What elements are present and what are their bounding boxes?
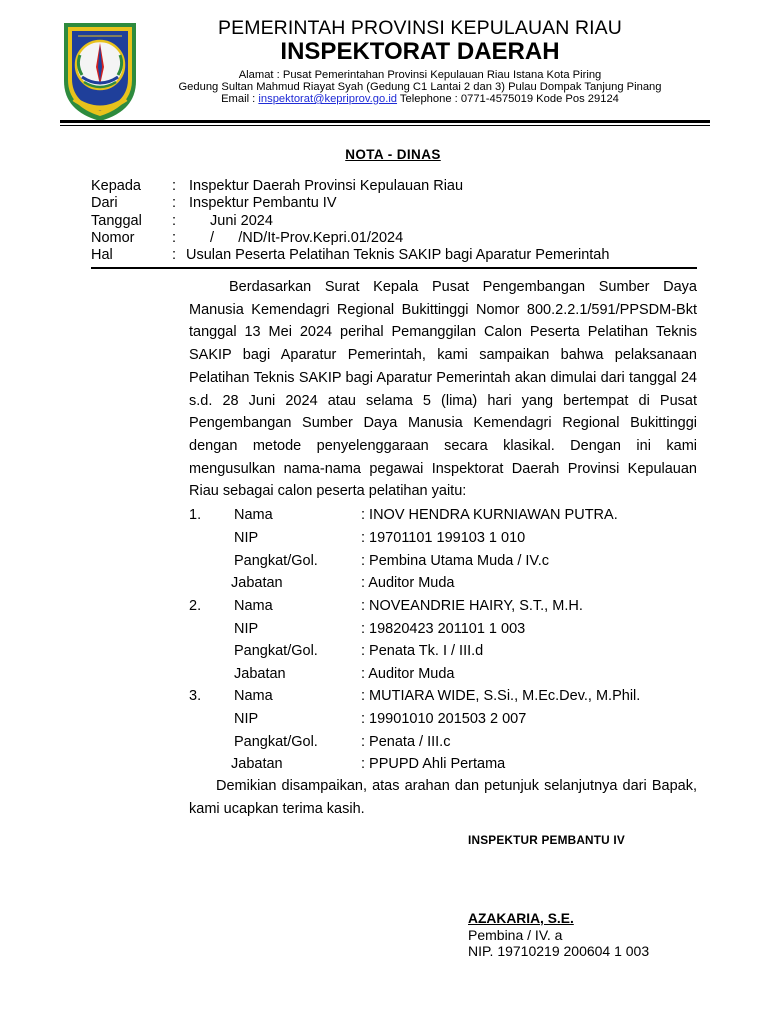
signatory-rank: Pembina / IV. a <box>468 927 563 943</box>
participant-field: Nama <box>234 507 273 523</box>
participant-field: NIP <box>234 711 259 727</box>
participant-value: : INOV HENDRA KURNIAWAN PUTRA. <box>361 507 618 523</box>
memo-title: NOTA - DINAS <box>345 147 441 162</box>
body-paragraph <box>189 276 697 503</box>
participant-field: NIP <box>234 530 259 546</box>
participant-value: : Auditor Muda <box>361 666 455 682</box>
participant-field: Pangkat/Gol. <box>234 734 318 750</box>
contact-rest: Telephone : 0771-4575019 Kode Pos 29124 <box>397 93 619 105</box>
signatory-nip: NIP. 19710219 200604 1 003 <box>468 943 650 959</box>
participant-field: Jabatan <box>231 756 283 772</box>
address-line-1: Alamat : Pusat Pemerintahan Provinsi Kepulauan Riau Istana Kota Piring <box>238 69 602 81</box>
contact-line <box>150 93 690 105</box>
memo-colon: : <box>172 230 177 246</box>
participant-value: : 19701101 199103 1 010 <box>361 530 526 546</box>
memo-value-hal: Usulan Peserta Pelatihan Teknis SAKIP bagi Aparatur Pemerintah <box>186 247 610 263</box>
memo-header-divider <box>91 267 697 269</box>
email-link[interactable]: inspektorat@kepriprov.go.id <box>258 93 398 105</box>
letterhead-divider-thick <box>60 120 710 123</box>
memo-colon: : <box>172 213 177 229</box>
participant-value: : PPUPD Ahli Pertama <box>361 756 506 772</box>
memo-value-nomor: / /ND/It-Prov.Kepri.01/2024 <box>210 230 404 246</box>
participant-value: : MUTIARA WIDE, S.Si., M.Ec.Dev., M.Phil. <box>361 688 641 704</box>
participant-field: Jabatan <box>231 575 283 591</box>
signatory-name: AZAKARIA, S.E. <box>468 911 574 926</box>
participant-number: 3. <box>189 688 202 704</box>
participant-field: Jabatan <box>234 666 286 682</box>
closing-paragraph <box>189 775 697 821</box>
email-label: Email : <box>221 93 259 105</box>
provincial-crest-icon <box>58 19 142 123</box>
participant-value: : Pembina Utama Muda / IV.c <box>361 553 550 569</box>
institution-name: INSPEKTORAT DAERAH <box>280 38 560 65</box>
memo-value-dari: Inspektur Pembantu IV <box>189 195 337 211</box>
participant-field: Pangkat/Gol. <box>234 553 318 569</box>
participant-value: : 19901010 201503 2 007 <box>361 711 527 727</box>
government-name: PEMERINTAH PROVINSI KEPULAUAN RIAU <box>218 17 622 39</box>
participant-field: Nama <box>234 688 273 704</box>
participant-value: : Penata / III.c <box>361 734 451 750</box>
participant-field: NIP <box>234 621 259 637</box>
memo-label-hal: Hal <box>91 247 113 263</box>
memo-label-kepada: Kepada <box>91 178 141 194</box>
letterhead-divider-thin <box>60 125 710 126</box>
signatory-title: INSPEKTUR PEMBANTU IV <box>468 833 625 847</box>
participant-value: : Auditor Muda <box>361 575 455 591</box>
closing-text: Demikian disampaikan, atas arahan dan petunjuk selanjutnya dari Bapak, kami ucapkan terima kasih. <box>189 778 697 817</box>
address-line-2: Gedung Sultan Mahmud Riayat Syah (Gedung C1 Lantai 2 dan 3) Pulau Dompak Tanjung Pinang <box>178 81 662 93</box>
memo-colon: : <box>172 178 177 194</box>
participant-field: Nama <box>234 598 273 614</box>
participant-value: : Penata Tk. I / III.d <box>361 643 484 659</box>
memo-value-kepada: Inspektur Daerah Provinsi Kepulauan Riau <box>189 178 464 194</box>
memo-colon: : <box>172 195 177 211</box>
memo-label-nomor: Nomor <box>91 230 135 246</box>
participant-value: : 19820423 201101 1 003 <box>361 621 526 637</box>
participant-number: 1. <box>189 507 202 523</box>
memo-label-dari: Dari <box>91 195 118 211</box>
participant-value: : NOVEANDRIE HAIRY, S.T., M.H. <box>361 598 583 614</box>
memo-value-tanggal: Juni 2024 <box>210 213 273 229</box>
memo-label-tanggal: Tanggal <box>91 213 142 229</box>
body-paragraph-text: Berdasarkan Surat Kepala Pusat Pengembangan Sumber Daya Manusia Kemendagri Regional Bukittinggi Nomor 800.2.2.1/591/PPSDM-Bkt tanggal 13 Mei 2024 perihal Pemanggilan Calon Peserta Pelatihan Teknis SAKIP bagi Aparatur Pemerintah, kami sampaikan bahwa pelaksanaan Pelatihan Teknis SAKIP bagi Aparatur Pemerintah akan dimulai dari tanggal 24 s.d. 28 Juni 2024 atau selama 5 (lima) hari yang bertempat di Pusat Pengembangan Sumber Daya Manusia Kemendagri Regional Bukittinggi dengan metode penyelenggaraan secara klasikal. Dengan ini kami mengusulkan nama-nama pegawai Inspektorat Daerah Provinsi Kepulauan Riau sebagai calon peserta pelatihan yaitu: <box>189 279 697 500</box>
participant-number: 2. <box>189 598 202 614</box>
participant-field: Pangkat/Gol. <box>234 643 318 659</box>
memo-colon: : <box>172 247 177 263</box>
